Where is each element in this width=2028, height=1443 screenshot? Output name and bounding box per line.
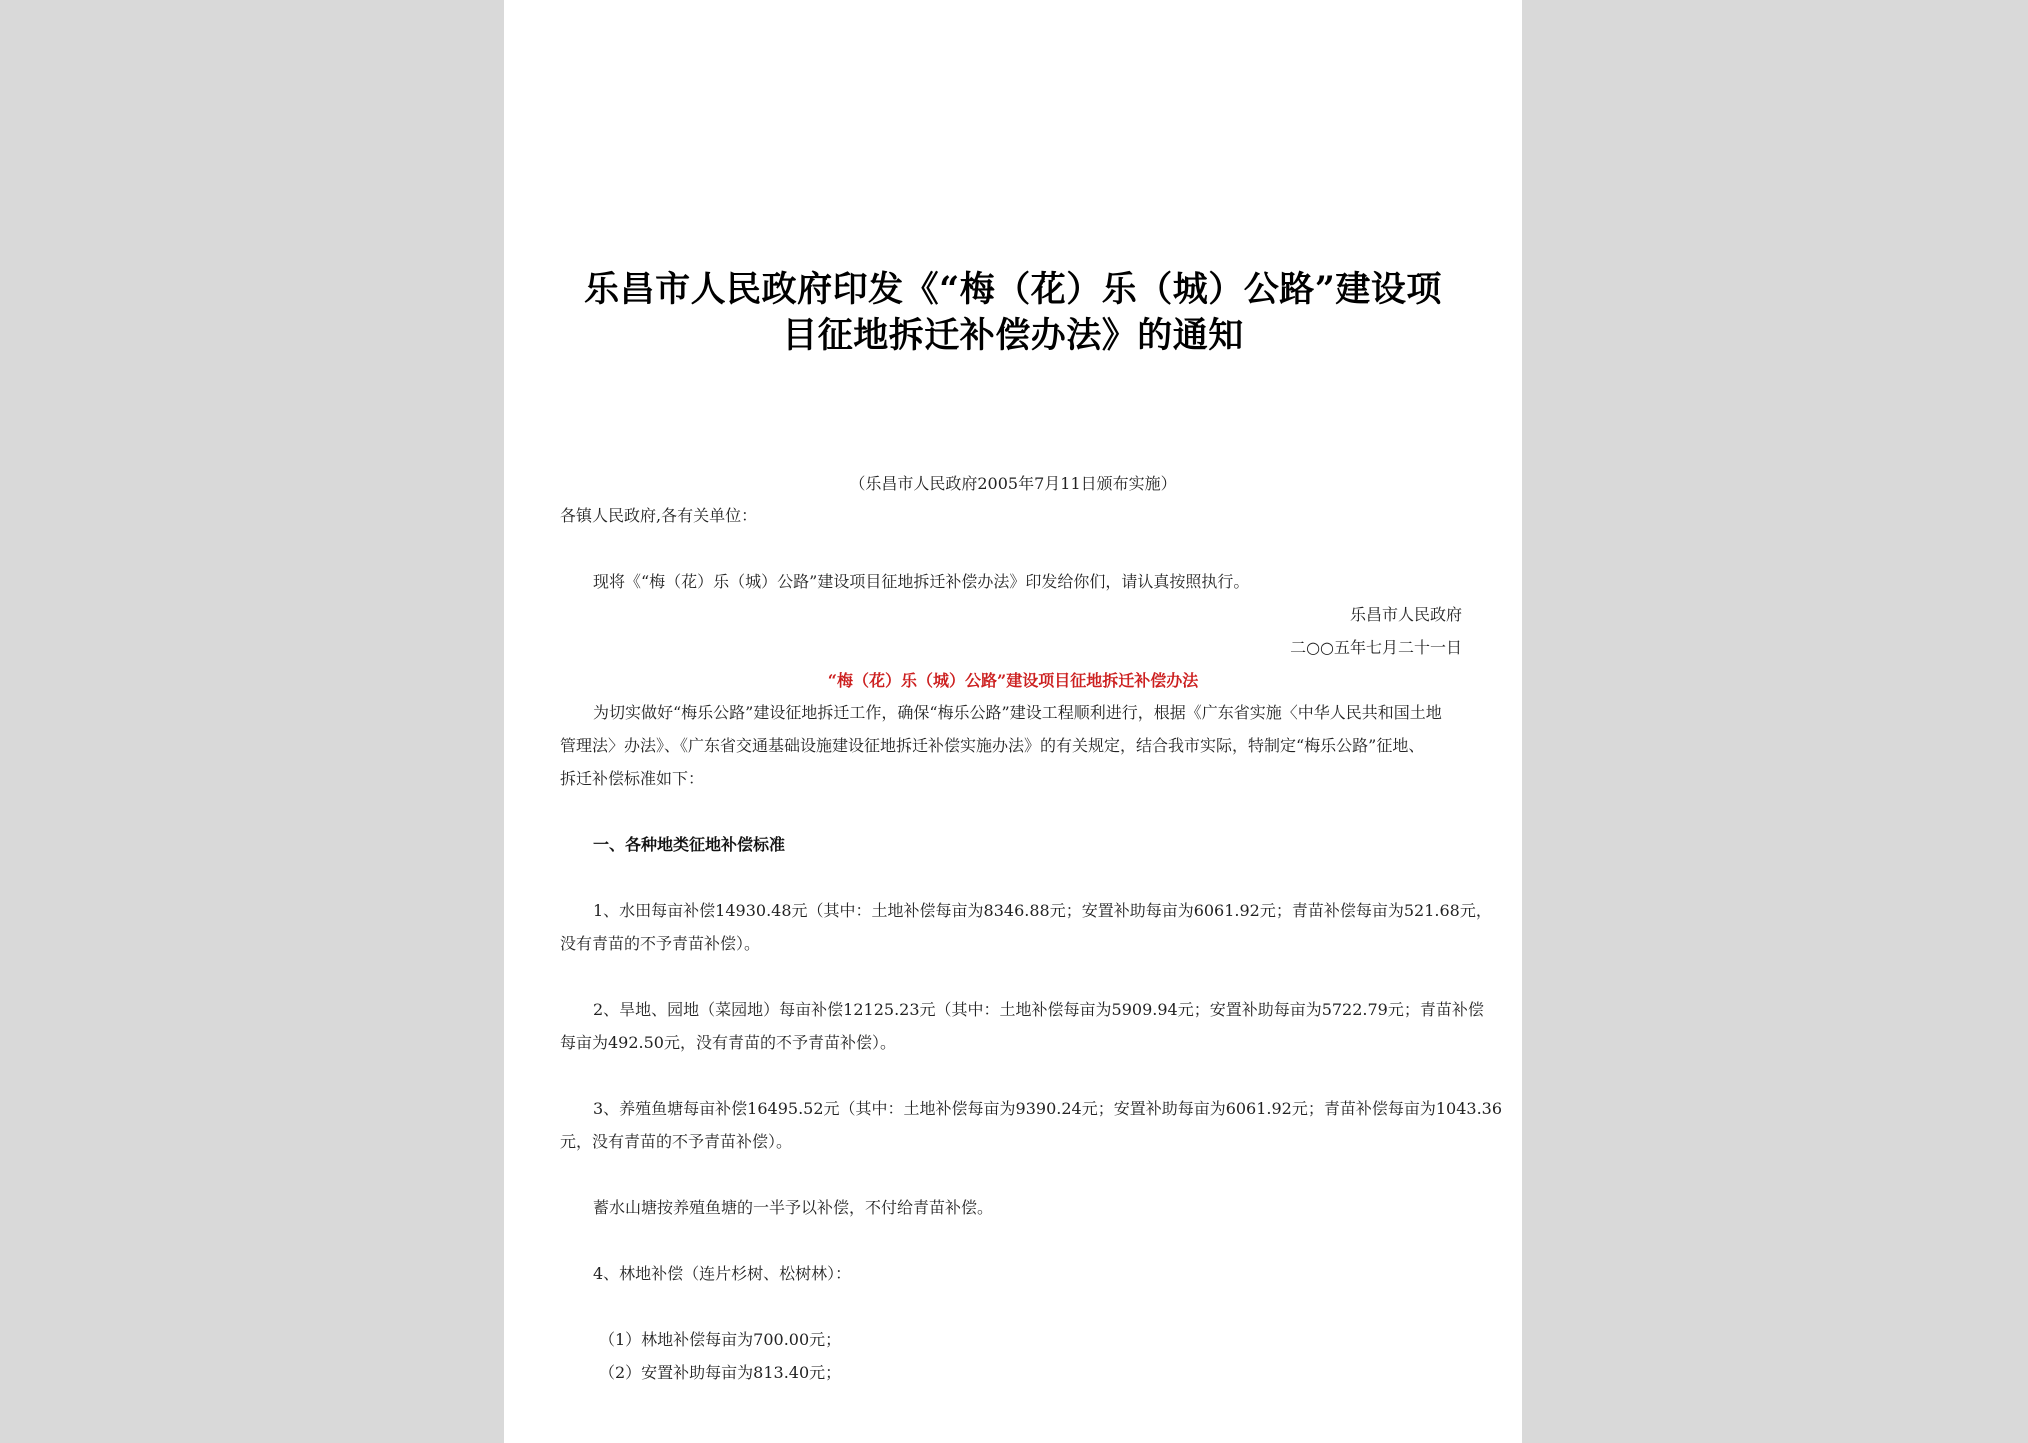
notice-body: 现将《“梅（花）乐（城）公路”建设项目征地拆迁补偿办法》印发给你们，请认真按照执行。	[593, 572, 1250, 591]
measures-title: “梅（花）乐（城）公路”建设项目征地拆迁补偿办法	[827, 671, 1199, 690]
intro-paragraph-line-3: 拆迁补偿标准如下：	[560, 769, 705, 788]
salutation: 各镇人民政府,各有关单位：	[560, 506, 758, 525]
item-1-line-2: 没有青苗的不予青苗补偿）。	[560, 934, 761, 953]
pond-note: 蓄水山塘按养殖鱼塘的一半予以补偿，不付给青苗补偿。	[593, 1198, 994, 1217]
document-title-line-2: 目征地拆迁补偿办法》的通知	[782, 315, 1244, 356]
document-title-line-1: 乐昌市人民政府印发《“梅（花）乐（城）公路”建设项	[584, 269, 1442, 310]
item-2-line-1: 2、旱地、园地（菜园地）每亩补偿12125.23元（其中：土地补偿每亩为5909.94元；安置补助每亩为5722.79元；青苗补偿	[593, 1000, 1484, 1019]
issue-note: （乐昌市人民政府2005年7月11日颁布实施）	[849, 474, 1177, 493]
document-page	[504, 0, 1522, 1443]
intro-paragraph-line-1: 为切实做好“梅乐公路”建设征地拆迁工作，确保“梅乐公路”建设工程顺利进行，根据《广东省实施〈中华人民共和国土地	[593, 703, 1442, 722]
issue-date: 二○○五年七月二十一日	[1290, 638, 1462, 657]
section-1-heading: 一、各种地类征地补偿标准	[593, 835, 786, 854]
item-1-line-1: 1、水田每亩补偿14930.48元（其中：土地补偿每亩为8346.88元；安置补助每亩为6061.92元；青苗补偿每亩为521.68元，	[593, 901, 1492, 920]
intro-paragraph-line-2: 管理法〉办法》、《广东省交通基础设施建设征地拆迁补偿实施办法》的有关规定，结合我市实际，特制定“梅乐公路”征地、	[560, 736, 1425, 755]
item-2-line-2: 每亩为492.50元，没有青苗的不予青苗补偿）。	[560, 1033, 896, 1052]
item-3-line-2: 元，没有青苗的不予青苗补偿）。	[560, 1132, 793, 1151]
issuer-signature: 乐昌市人民政府	[1349, 605, 1462, 624]
item-4-heading: 4、林地补偿（连片杉树、松树林）：	[593, 1264, 852, 1283]
item-4-sub-1: （1）林地补偿每亩为700.00元；	[599, 1330, 842, 1349]
item-3-line-1: 3、养殖鱼塘每亩补偿16495.52元（其中：土地补偿每亩为9390.24元；安置补助每亩为6061.92元；青苗补偿每亩为1043.36	[593, 1099, 1503, 1118]
item-4-sub-2: （2）安置补助每亩为813.40元；	[599, 1363, 842, 1382]
